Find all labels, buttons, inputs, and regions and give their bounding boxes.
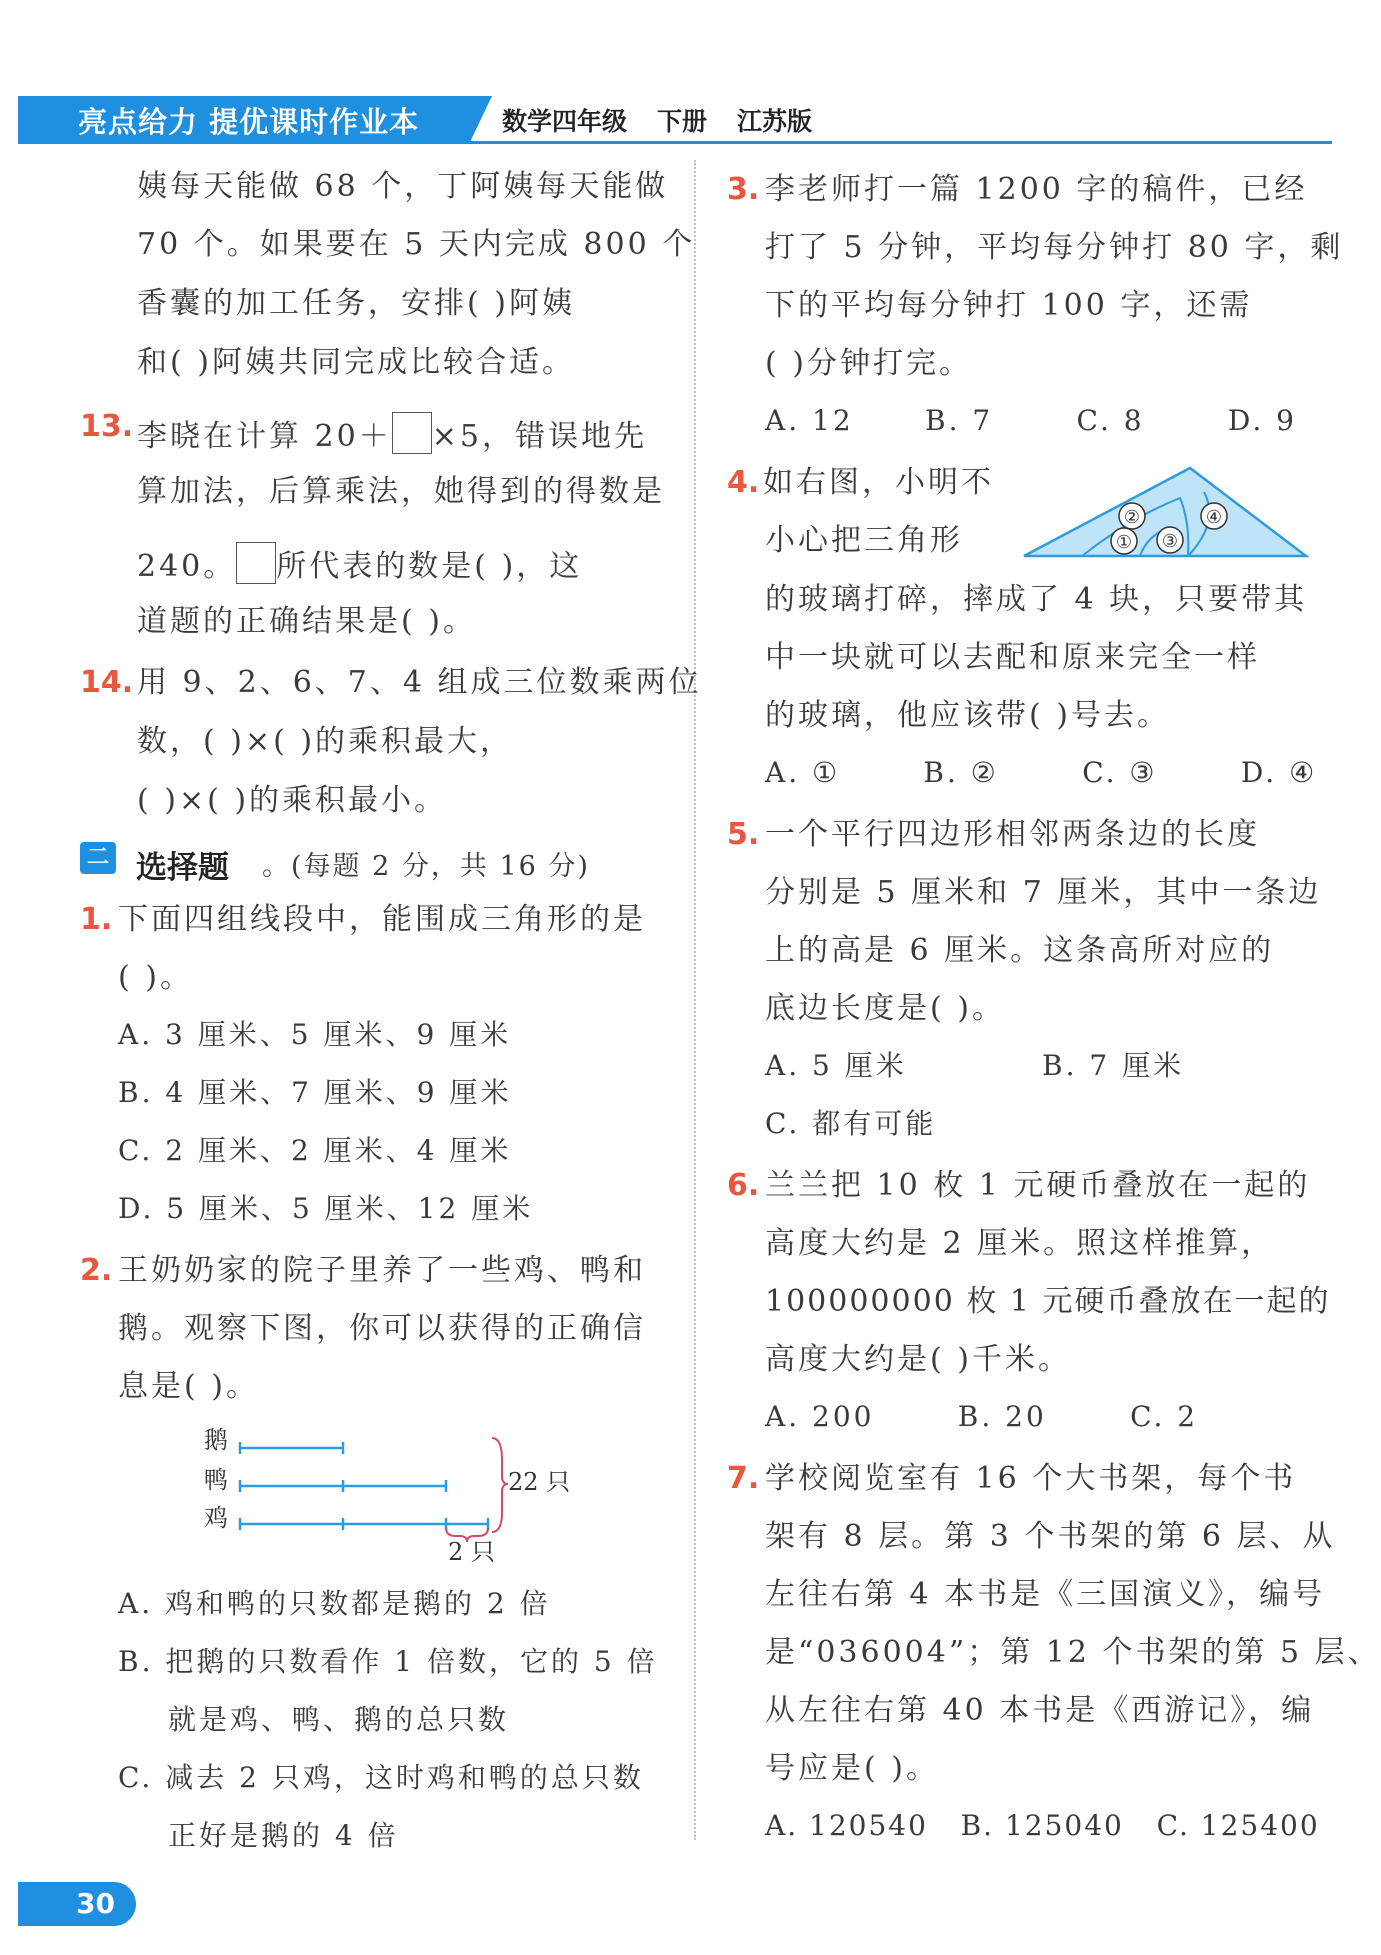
- answer-box[interactable]: [236, 542, 276, 584]
- c7-line: 号应是( )。: [765, 1751, 939, 1786]
- option-c[interactable]: C. 减去 2 只鸡，这时鸡和鸭的总只数: [118, 1761, 644, 1794]
- section-title: 选择题: [136, 850, 229, 886]
- c4-line: 中一块就可以去配和原来完全一样: [765, 640, 1260, 675]
- q13-text: ×5，错误地先: [431, 419, 647, 454]
- c2-line: 鹅。观察下图，你可以获得的正确信: [118, 1311, 646, 1346]
- q13-text: 李晓在计算 20＋: [137, 419, 392, 454]
- edition-label: 江苏版: [737, 107, 813, 136]
- option-a[interactable]: A. 3 厘米、5 厘米、9 厘米: [118, 1018, 512, 1051]
- option-d[interactable]: D. 5 厘米、5 厘米、12 厘米: [118, 1192, 534, 1225]
- q13-line: [137, 542, 582, 584]
- section-icon: 二: [80, 842, 116, 874]
- extra-label: 2 只: [448, 1538, 495, 1566]
- column-divider: [694, 160, 696, 1840]
- c1-line: 下面四组线段中，能围成三角形的是: [118, 902, 646, 937]
- option-b[interactable]: B. 把鹅的只数看作 1 倍数，它的 5 倍: [118, 1645, 658, 1678]
- piece-3: ③: [1161, 531, 1179, 552]
- c7-line: 学校阅览室有 16 个大书架，每个书: [765, 1461, 1297, 1496]
- option-b[interactable]: B. 7 厘米: [1042, 1049, 1185, 1082]
- c4-line: 如右图，小明不: [763, 465, 994, 500]
- c6-line: 高度大约是 2 厘米。照这样推算，: [765, 1226, 1275, 1261]
- c3-line: ( )分钟打完。: [765, 346, 972, 381]
- c3-options[interactable]: A. 12 B. 7 C. 8 D. 9: [765, 404, 1297, 437]
- c6-line: 高度大约是( )千米。: [765, 1342, 1071, 1377]
- c7-line: 是“036004”；第 12 个书架的第 5 层、: [765, 1635, 1381, 1670]
- question-number: 13.: [80, 409, 134, 444]
- answer-box[interactable]: [392, 412, 432, 454]
- c2-line: 息是( )。: [118, 1369, 259, 1404]
- book-info: [502, 102, 842, 138]
- c4-line: 的玻璃打碎，摔成了 4 块，只要带其: [765, 582, 1308, 617]
- q13-text: 240。: [137, 549, 237, 584]
- option-c[interactable]: C. 都有可能: [765, 1107, 937, 1140]
- duck-label: 鸭: [204, 1466, 228, 1494]
- piece-4: ④: [1205, 507, 1223, 528]
- question-number: 14.: [80, 665, 134, 700]
- c5-line: 一个平行四边形相邻两条边的长度: [765, 817, 1260, 852]
- c5-line: 分别是 5 厘米和 7 厘米，其中一条边: [765, 875, 1322, 910]
- c3-line: 下的平均每分钟打 100 字，还需: [765, 288, 1253, 323]
- broken-triangle-figure: [1020, 462, 1310, 562]
- c1-line: ( )。: [118, 960, 193, 995]
- chicken-label: 鸡: [204, 1504, 228, 1532]
- piece-2: ②: [1123, 507, 1141, 528]
- total-brace: [492, 1438, 508, 1532]
- c5-line: 底边长度是( )。: [765, 991, 1005, 1026]
- c7-options[interactable]: A. 120540 B. 125040 C. 125400: [765, 1809, 1320, 1842]
- c7-line: 架有 8 层。第 3 个书架的第 6 层、从: [765, 1519, 1336, 1554]
- q14-line: 数，( )×( )的乘积最大，: [137, 724, 514, 759]
- segment-diagram: [190, 1420, 571, 1566]
- option-c[interactable]: C. 2 厘米、2 厘米、4 厘米: [118, 1134, 512, 1167]
- q13-line: 算加法，后算乘法，她得到的得数是: [137, 474, 665, 509]
- c3-line: 李老师打一篇 1200 字的稿件，已经: [765, 172, 1308, 207]
- piece-1: ①: [1115, 532, 1133, 553]
- question-number: 1.: [80, 902, 113, 937]
- question-number: 5.: [727, 817, 760, 852]
- question-number: 6.: [727, 1168, 760, 1203]
- q13-line: 道题的正确结果是( )。: [137, 604, 476, 639]
- q14-line: ( )×( )的乘积最小。: [137, 783, 448, 818]
- c4-line: 的玻璃，他应该带( )号去。: [765, 698, 1170, 733]
- question-number: 4.: [727, 465, 760, 500]
- c2-line: 王奶奶家的院子里养了一些鸡、鸭和: [118, 1253, 646, 1288]
- option-c-cont: 正好是鹅的 4 倍: [168, 1819, 399, 1852]
- q13-line: [137, 412, 647, 454]
- option-a[interactable]: A. 5 厘米: [765, 1049, 907, 1082]
- c4-options[interactable]: A. ① B. ② C. ③ D. ④: [765, 756, 1318, 789]
- subject-label: 数学四年级: [502, 107, 628, 136]
- question-number: 2.: [80, 1253, 113, 1288]
- header-rule: [18, 141, 1332, 144]
- option-b-cont: 就是鸡、鸭、鹅的总只数: [168, 1703, 510, 1736]
- c6-options[interactable]: A. 200 B. 20 C. 2: [765, 1400, 1199, 1433]
- c5-line: 上的高是 6 厘米。这条高所对应的: [765, 933, 1275, 968]
- question-number: 3.: [727, 172, 760, 207]
- c4-line: 小心把三角形: [765, 523, 963, 558]
- total-label: 22 只: [508, 1468, 571, 1496]
- q12-line: 和( )阿姨共同完成比较合适。: [137, 345, 575, 380]
- c6-line: 兰兰把 10 枚 1 元硬币叠放在一起的: [765, 1168, 1311, 1203]
- c6-line: 100000000 枚 1 元硬币叠放在一起的: [765, 1284, 1331, 1319]
- option-b[interactable]: B. 4 厘米、7 厘米、9 厘米: [118, 1076, 512, 1109]
- q14-line: 用 9、2、6、7、4 组成三位数乘两位: [137, 665, 702, 700]
- q12-line: 70 个。如果要在 5 天内完成 800 个: [137, 227, 696, 262]
- question-number: 7.: [727, 1461, 760, 1496]
- q13-text: 所代表的数是( )，这: [276, 549, 583, 584]
- q12-line: 姨每天能做 68 个，丁阿姨每天能做: [137, 169, 669, 204]
- option-a[interactable]: A. 鸡和鸭的只数都是鹅的 2 倍: [118, 1587, 551, 1620]
- c3-line: 打了 5 分钟，平均每分钟打 80 字，剩: [765, 230, 1344, 265]
- section-note: 。(每题 2 分，共 16 分): [262, 851, 590, 882]
- volume-label: 下册: [657, 107, 708, 136]
- book-brand: 亮点给力 提优课时作业本: [78, 105, 420, 139]
- c7-line: 左往右第 4 本书是《三国演义》，编号: [765, 1577, 1326, 1612]
- goose-label: 鹅: [204, 1426, 228, 1454]
- c7-line: 从左往右第 40 本书是《西游记》，编: [765, 1693, 1315, 1728]
- page-number: 30: [18, 1882, 136, 1926]
- q12-line: 香囊的加工任务，安排( )阿姨: [137, 286, 575, 321]
